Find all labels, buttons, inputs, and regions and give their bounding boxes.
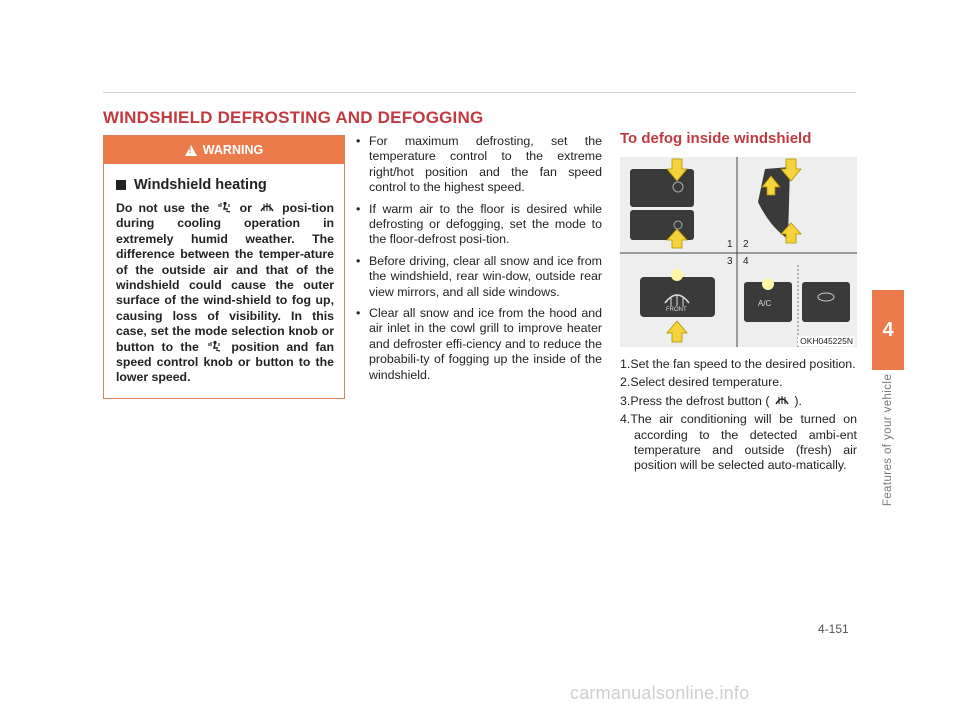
- defog-title: To defog inside windshield: [620, 130, 812, 147]
- warning-text-part: or: [239, 201, 252, 215]
- step-item: 1.Set the fan speed to the desired position.: [620, 357, 856, 371]
- watermark: carmanualsonline.info: [570, 683, 750, 703]
- page-number: 4-151: [818, 622, 849, 636]
- chapter-title-text: Features of your vehicle: [882, 373, 894, 507]
- section-title: WINDSHIELD DEFROSTING AND DEFOGGING: [103, 108, 484, 127]
- warning-box: [103, 135, 345, 399]
- list-item: • Before driving, clear all snow and ice from the windshield, rear win-dow, outside rear view mirrors, and all side windows.: [355, 254, 602, 300]
- warning-subheading-text: Windshield heating: [134, 177, 267, 193]
- warning-text-part: Do not use the: [116, 201, 210, 215]
- warning-text-part: position and fan speed control knob or button to the lower speed.: [116, 339, 335, 385]
- floor-defrost-mode-icon: [206, 340, 224, 352]
- list-item: • Clear all snow and ice from the hood and air inlet in the cowl grill to improve heater and defroster effi-ciency and to reduce the probabili-ty of fogging up the inside of the windshield.: [355, 306, 602, 383]
- warning-triangle-icon: [185, 145, 197, 156]
- front-button-label: FRONT: [666, 307, 687, 313]
- warning-text-part: posi-tion during cooling operation in extremely humid weather. The difference between the temper-ature of the outside air and that of the windshield could cause the outer surface of the wind-shield to fog up, causing loss of visibility. In this case, set the mode selection knob or button to the: [116, 201, 335, 354]
- control-panel-figure: [620, 157, 857, 347]
- warning-label: WARNING: [202, 143, 264, 157]
- list-item: • For maximum defrosting, set the temperature control to the extreme right/hot position and the fan speed control to the highest speed.: [355, 134, 602, 196]
- warning-subheading: [116, 177, 344, 193]
- quadrant-label-4: 4: [743, 256, 749, 267]
- step-item: 2.Select desired temperature.: [620, 375, 783, 390]
- step-text-suffix: ).: [794, 393, 802, 408]
- step-text: 3.Press the defrost button (: [620, 393, 770, 408]
- square-bullet-icon: [116, 180, 126, 190]
- warning-header: [104, 136, 344, 164]
- quadrant-label-2: 2: [743, 239, 749, 250]
- defrost-icon: [258, 201, 276, 213]
- list-item: • If warm air to the floor is desired while defrosting or defogging, set the mode to the floor-defrost posi-tion.: [355, 202, 602, 248]
- chapter-tab: 4: [872, 290, 904, 370]
- figure-caption: OKH045225N: [800, 336, 853, 346]
- defog-section: [620, 130, 857, 477]
- defrost-icon: [773, 394, 791, 406]
- step-item: 4.The air conditioning will be turned on according to the detected ambi-ent temperature and outside (fresh) air position will be selected auto-matically.: [620, 412, 857, 473]
- defog-steps: [620, 357, 857, 474]
- warning-text: [116, 201, 334, 386]
- chapter-title: [872, 373, 904, 507]
- quadrant-label-1: 1: [727, 239, 733, 250]
- ac-button-label: A/C: [758, 299, 772, 308]
- header-rule: [103, 92, 856, 93]
- quadrant-label-3: 3: [727, 256, 733, 267]
- control-panel-illustration: [620, 157, 857, 347]
- floor-defrost-mode-icon: [216, 201, 234, 213]
- bullet-list: [355, 134, 602, 389]
- step-item: [620, 394, 857, 409]
